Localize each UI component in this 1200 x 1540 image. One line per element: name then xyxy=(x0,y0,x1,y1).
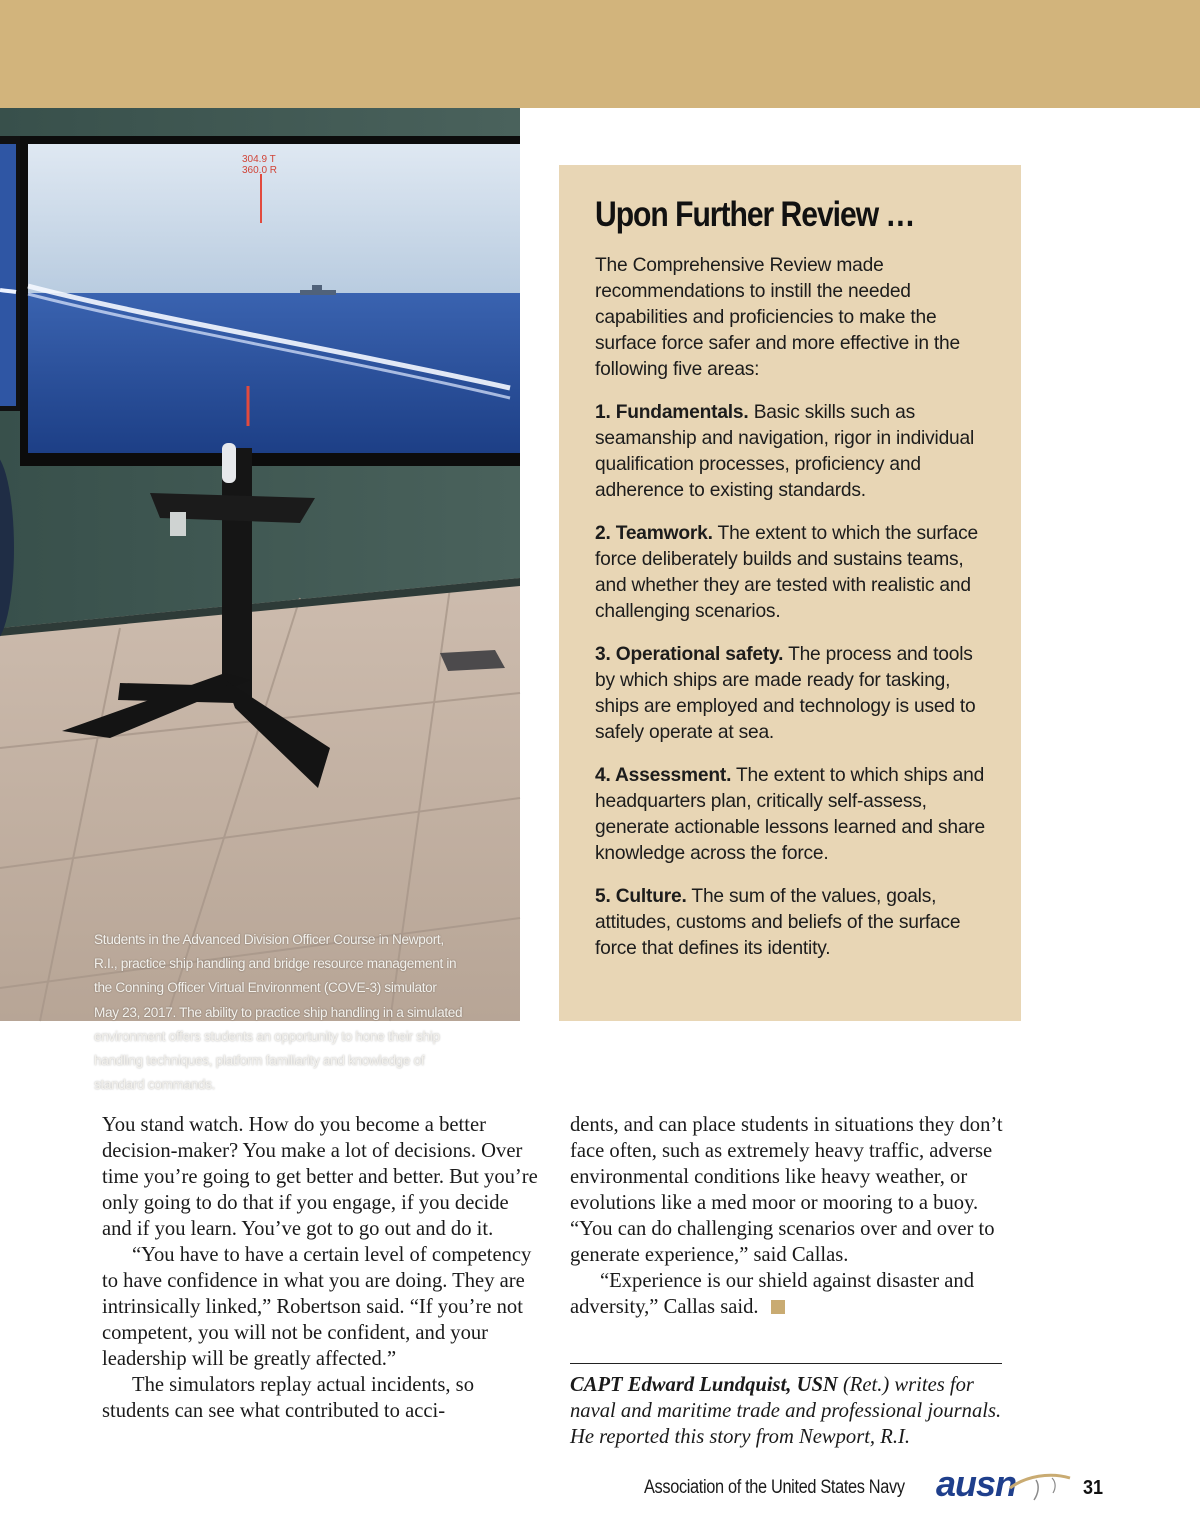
sidebar-item-culture xyxy=(595,884,990,962)
sidebar-item-text: The sum of the values, goals, attitudes, customs and beliefs of the surface force that defines its identity. xyxy=(595,886,961,959)
sidebar-title: Upon Further Review … xyxy=(595,195,915,234)
sidebar-item-operational-safety xyxy=(595,642,990,746)
sidebar-item-label: 5. Culture. xyxy=(595,886,687,907)
screen-readout-line2: 360.0 R xyxy=(242,165,278,176)
sidebar-item-text: The process and tools by which ships are made ready for tasking, ships are employed and technology is used to safely operate at sea. xyxy=(595,644,976,743)
photo-caption: Students in the Advanced Division Officer Course in Newport, R.I., practice ship handling and bridge resource management in the Conning Officer Virtual Environment (COVE-3) simulator May 23, 2017. The ability to practice ship handling in a simulated environment offers students an opportunity to hone their ship handling techniques, platform familiarity and knowledge of standard commands. xyxy=(94,932,463,1094)
screen-readout-line1: 304.9 T xyxy=(242,154,276,165)
sidebar-box xyxy=(559,165,1021,1021)
sidebar-item-teamwork xyxy=(595,521,990,625)
article-paragraph: You stand watch. How do you become a better decision-maker? You make a lot of decisions. Over time you’re going to get better and better. But you’re only going to do that if you engage, if you decide and if you learn. You’ve got to go out and do it. xyxy=(102,1114,538,1240)
simulator-photo-illustration xyxy=(0,108,520,1021)
end-of-story-mark xyxy=(771,1300,785,1314)
author-bio xyxy=(570,1372,1010,1450)
logo-text: ausn xyxy=(936,1463,1017,1504)
simulator-photo xyxy=(0,108,520,1094)
sidebar-item-label: 3. Operational safety. xyxy=(595,644,784,665)
sidebar-intro: The Comprehensive Review made recommendations to instill the needed capabilities and proficiencies to make the surface force safer and more effective in the following five areas: xyxy=(595,255,960,380)
sidebar-item-text: Basic skills such as seamanship and navigation, rigor in individual qualification processes, proficiency and adherence to existing standards. xyxy=(595,402,975,501)
article-column-left xyxy=(102,1112,542,1424)
logo-swoosh-icon xyxy=(1006,1468,1072,1502)
footer-organization: Association of the United States Navy xyxy=(644,1477,905,1498)
sidebar-body xyxy=(595,253,990,979)
bio-text: (Ret.) writes for naval and maritime trade and professional journals. He reported this story from Newport, R.I. xyxy=(570,1374,1002,1448)
page-number: 31 xyxy=(1083,1477,1104,1499)
top-color-band xyxy=(0,0,1200,108)
sidebar-item-label: 4. Assessment. xyxy=(595,765,732,786)
article-paragraph-text: “Experience is our shield against disaster and adversity,” Callas said. xyxy=(570,1270,974,1318)
article-paragraph: “You have to have a certain level of competency to have confidence in what you are doing. They are intrinsically linked,” Robertson said. “If you’re not competent, you will not be confident, and your leadership will be greatly affected.” xyxy=(102,1244,532,1370)
article-paragraph: The simulators replay actual incidents, so students can see what contributed to acci- xyxy=(102,1374,474,1422)
article-column-right xyxy=(570,1112,1010,1320)
bio-author-name: CAPT Edward Lundquist, USN xyxy=(570,1374,838,1396)
bio-divider xyxy=(570,1363,1002,1364)
sidebar-item-text: The extent to which ships and headquarters plan, critically self-assess, generate actionable lessons learned and share knowledge across the force. xyxy=(595,765,985,864)
sidebar-item-fundamentals xyxy=(595,400,990,504)
sidebar-item-label: 2. Teamwork. xyxy=(595,523,713,544)
ausn-logo xyxy=(936,1464,1072,1508)
article-paragraph-final xyxy=(570,1268,1010,1320)
article-paragraph: dents, and can place students in situations they don’t face often, such as extremely heavy traffic, adverse environmental conditions like heavy weather, or evolutions like a med moor or mooring to a buoy. “You can do challenging scenarios over and over to generate experience,” said Callas. xyxy=(570,1114,1003,1266)
sidebar-item-assessment xyxy=(595,763,990,867)
sidebar-item-text: The extent to which the surface force deliberately builds and sustains teams, and whether they are tested with realistic and challenging scenarios. xyxy=(595,523,978,622)
sidebar-item-label: 1. Fundamentals. xyxy=(595,402,749,423)
